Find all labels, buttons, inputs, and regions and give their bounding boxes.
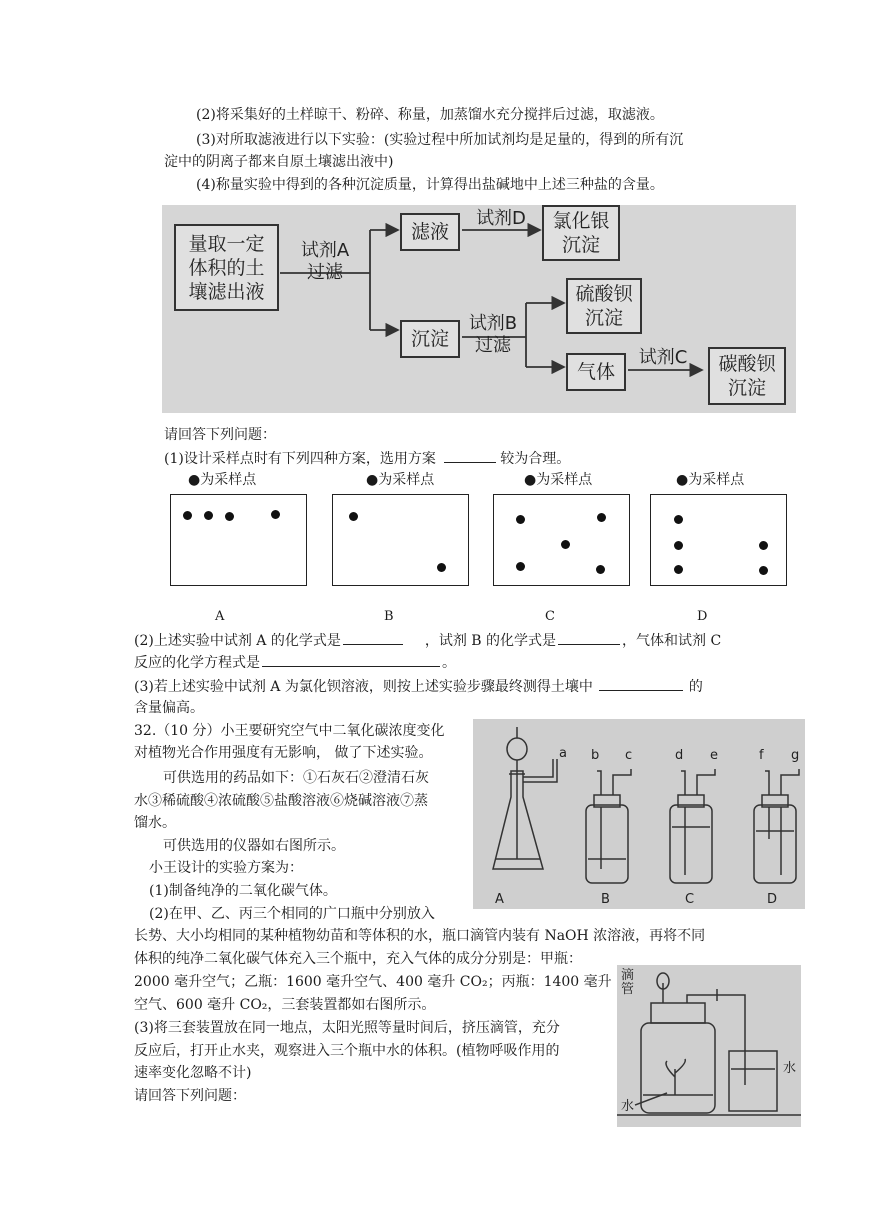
apparatus-c-label: C: [685, 892, 695, 907]
legend-a: ●为采样点: [188, 472, 257, 488]
sample-point: [674, 565, 683, 574]
apparatus-a-label: A: [495, 892, 504, 907]
sample-point: [674, 541, 683, 550]
port-e-label: e: [710, 748, 718, 763]
q2-text-d: 反应的化学方程式是: [134, 655, 260, 671]
experiment-flowchart: [162, 205, 796, 413]
water-label-right: 水: [783, 1061, 797, 1076]
filtrate-box: 滤液: [400, 213, 460, 251]
apparatus-figure: [473, 719, 805, 909]
p32-line: 可供选用的药品如下：①石灰石②澄清石灰: [163, 770, 429, 786]
soil-filtrate-box: 量取一定 体积的土 壤滤出液: [174, 224, 279, 311]
port-b-label: b: [591, 748, 600, 763]
port-c-label: c: [625, 748, 633, 763]
legend-b: ●为采样点: [366, 472, 435, 488]
q1-text-after: 较为合理。: [500, 451, 571, 467]
q1-answer-blank[interactable]: [444, 448, 496, 463]
gas-box: 气体: [566, 353, 626, 391]
reagent-b-formula-blank[interactable]: [558, 630, 620, 645]
sample-point: [759, 566, 768, 575]
apparatus-b-label: B: [601, 892, 610, 907]
reagent-d-label: 试剂D: [476, 208, 526, 229]
q3-answer-blank[interactable]: [599, 676, 683, 691]
q1-text-before: (1)设计采样点时有下列四种方案，选用方案: [164, 451, 436, 467]
intro-line-3: (3)对所取滤液进行以下实验：(实验过程中所加试剂均是足量的，得到的所有沉: [196, 132, 684, 148]
q2-line-1: [134, 630, 721, 651]
p32-line: 可供选用的仪器如右图所示。: [163, 838, 345, 854]
p32-line: 馏水。: [134, 815, 176, 831]
option-c-label: C: [545, 609, 555, 624]
silver-chloride-box: 氯化银 沉淀: [542, 205, 620, 261]
p32-line: (3)将三套装置放在同一地点，太阳光照等量时间后，挤压滴管，充分: [134, 1020, 560, 1036]
apparatus-d-label: D: [767, 892, 778, 907]
reagent-a-formula-blank[interactable]: [343, 630, 403, 645]
sample-point: [204, 511, 213, 520]
intro-line-4: (4)称量实验中得到的各种沉淀质量，计算得出盐碱地中上述三种盐的含量。: [196, 177, 664, 193]
sample-point: [597, 513, 606, 522]
port-f-label: f: [759, 748, 764, 763]
port-a-label: a: [559, 746, 567, 761]
p32-line: 对植物光合作用强度有无影响， 做了下述实验。: [134, 745, 433, 761]
barium-sulfate-box: 硫酸钡 沉淀: [566, 278, 642, 334]
q3-line-2: 含量偏高。: [134, 700, 204, 716]
reagent-c-label: 试剂C: [638, 347, 688, 368]
sampling-plan-a: [170, 494, 307, 586]
option-a-label: A: [215, 609, 225, 624]
q3-line-1: [134, 676, 703, 697]
q2-text-c: ，气体和试剂 C: [622, 633, 722, 649]
sampling-plan-b: [332, 494, 469, 586]
reagent-a-label: 试剂A 过滤: [300, 240, 350, 283]
p32-line: 长势、大小均相同的某种植物幼苗和等体积的水，瓶口滴管内装有 NaOH 浓溶液，再将不同: [134, 928, 706, 944]
option-d-label: D: [697, 609, 708, 624]
q3-text-b: 的: [688, 679, 703, 695]
sample-point: [674, 515, 683, 524]
p32-line: 体积的纯净二氧化碳气体充入三个瓶中，充入气体的成分分别是：甲瓶：: [134, 951, 582, 967]
p32-line: 反应后，打开止水夹，观察进入三个瓶中水的体积。(植物呼吸作用的: [134, 1043, 560, 1059]
legend-c: ●为采样点: [524, 472, 593, 488]
sample-point: [349, 512, 358, 521]
q2-text-e: 。: [442, 655, 456, 671]
p32-line: 小王设计的实验方案为：: [149, 860, 303, 876]
precipitate-box: 沉淀: [400, 320, 460, 358]
reagent-b-label: 试剂B 过滤: [468, 313, 518, 356]
sample-point: [596, 565, 605, 574]
sample-point: [516, 515, 525, 524]
p32-line: (1)制备纯净的二氧化碳气体。: [149, 883, 337, 899]
sampling-plan-c: [493, 494, 630, 586]
question-prompt: 请回答下列问题：: [164, 427, 276, 443]
sample-point: [225, 512, 234, 521]
sample-point: [183, 511, 192, 520]
q3-text-a: (3)若上述实验中试剂 A 为氯化钡溶液，则按上述实验步骤最终测得土壤中: [134, 679, 593, 695]
port-d-label: d: [675, 748, 684, 763]
p32-line: 水③稀硫酸④浓硫酸⑤盐酸溶液⑥烧碱溶液⑦蒸: [134, 793, 428, 809]
p32-line: 32.（10 分）小王要研究空气中二氧化碳浓度变化: [134, 723, 445, 739]
intro-line-2: (2)将采集好的土样晾干、粉碎、称量，加蒸馏水充分搅拌后过滤，取滤液。: [196, 107, 664, 123]
barium-carbonate-box: 碳酸钡 沉淀: [708, 347, 786, 405]
intro-line-3-cont: 淀中的阴离子都来自原土壤滤出液中): [164, 154, 394, 170]
p32-line: (2)在甲、乙、丙三个相同的广口瓶中分别放入: [149, 906, 435, 922]
dropper-label: 滴 管: [621, 968, 635, 997]
setup-figure: [617, 965, 801, 1127]
option-b-label: B: [384, 609, 394, 624]
p32-line: 请回答下列问题：: [134, 1088, 246, 1104]
port-g-label: g: [791, 748, 800, 763]
sample-point: [437, 563, 446, 572]
sample-point: [271, 510, 280, 519]
legend-d: ●为采样点: [676, 472, 745, 488]
q2-text-a: (2)上述实验中试剂 A 的化学式是: [134, 633, 341, 649]
sample-point: [516, 562, 525, 571]
p32-line: 速率变化忽略不计): [134, 1065, 252, 1081]
p32-line: 2000 毫升空气；乙瓶：1600 毫升空气、400 毫升 CO₂；丙瓶：1400 毫升: [134, 974, 612, 990]
q2-text-b: ，试剂 B 的化学式是: [424, 633, 557, 649]
water-label-left: 水: [621, 1099, 635, 1114]
apparatus-drawing: [473, 719, 805, 909]
sample-point: [561, 540, 570, 549]
q2-line-2: [134, 652, 456, 673]
sampling-plan-d: [650, 494, 787, 586]
setup-drawing: [617, 965, 801, 1127]
p32-line: 空气、600 毫升 CO₂，三套装置都如右图所示。: [134, 997, 436, 1013]
equation-blank[interactable]: [262, 652, 440, 667]
q1-line: [164, 448, 570, 469]
sample-point: [759, 541, 768, 550]
